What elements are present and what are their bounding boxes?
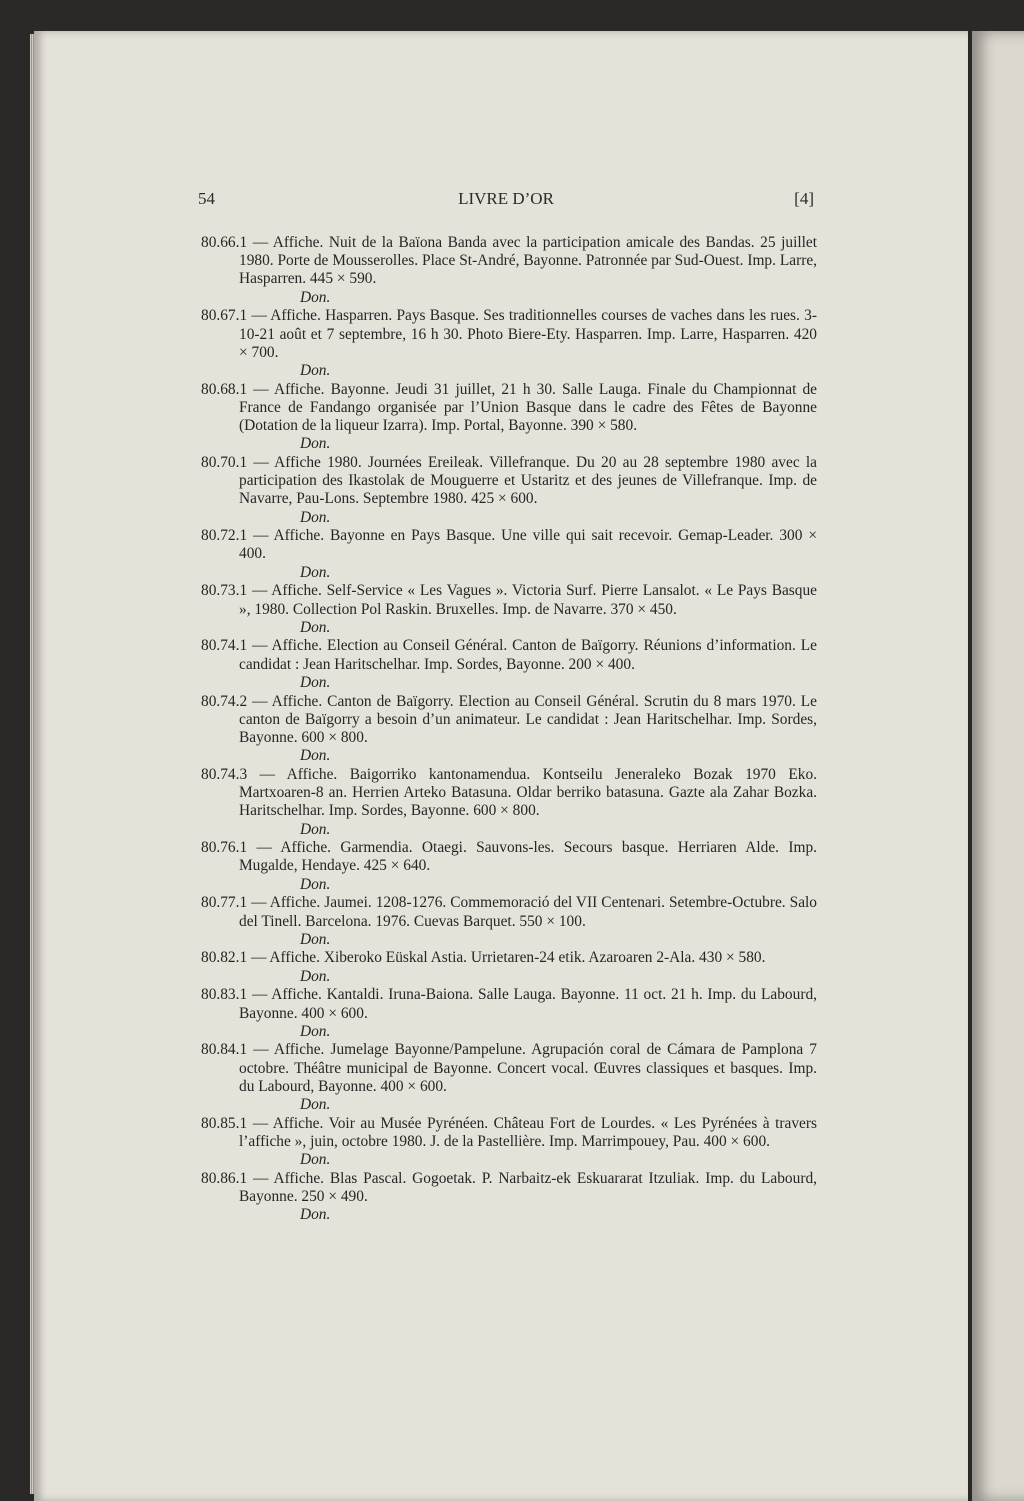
entry-provenance-note: Don. xyxy=(300,288,331,306)
entry-provenance-note: Don. xyxy=(300,967,331,985)
catalog-entry xyxy=(201,839,817,894)
entry-text: 80.66.1 — Affiche. Nuit de la Baïona Banda avec la participation amicale des Bandas. 25 juillet 1980. Porte de Mousserolles. Place St-André, Bayonne. Patronnée par Sud-Ouest. Imp. Larre, Hasparren. 445 × 590. xyxy=(201,234,817,288)
entry-provenance-note: Don. xyxy=(300,875,331,893)
entry-text: 80.76.1 — Affiche. Garmendia. Otaegi. Sauvons-les. Secours basque. Herriaren Alde. Imp. Mugalde, Hendaye. 425 × 640. xyxy=(201,839,817,875)
facing-page-edge xyxy=(972,31,1024,1501)
entry-text: 80.74.1 — Affiche. Election au Conseil Général. Canton de Baïgorry. Réunions d’information. Le candidat : Jean Haritschelhar. Imp. Sordes, Bayonne. 200 × 400. xyxy=(201,637,817,673)
catalog-entry xyxy=(201,894,817,949)
catalog-entry xyxy=(201,693,817,766)
entry-text: 80.85.1 — Affiche. Voir au Musée Pyrénéen. Château Fort de Lourdes. « Les Pyrénées à travers l’affiche », juin, octobre 1980. J. de la Pastellière. Imp. Marrimpouey, Pau. 400 × 600. xyxy=(201,1114,817,1150)
catalog-entry xyxy=(201,1115,817,1170)
entry-text: 80.84.1 — Affiche. Jumelage Bayonne/Pampelune. Agrupación coral de Cámara de Pamplona 7 octobre. Théâtre municipal de Bayonne. Concert vocal. Œuvres classiques et basques. Imp. du Labourd, Bayonne. 400 × 600. xyxy=(201,1041,817,1095)
catalog-entry xyxy=(201,1041,817,1114)
entry-text: 80.67.1 — Affiche. Hasparren. Pays Basque. Ses traditionnelles courses de vaches dans les rues. 3-10-21 août et 7 septembre, 16 h 30. Photo Biere-Ety. Hasparren. Imp. Larre, Hasparren. 420 × 700. xyxy=(201,307,817,361)
entry-provenance-note: Don. xyxy=(300,747,331,765)
section-number: [4] xyxy=(794,189,814,208)
catalog-entry xyxy=(201,307,817,380)
catalog-entries xyxy=(201,234,817,1225)
catalog-entry xyxy=(201,1170,817,1225)
entry-provenance-note: Don. xyxy=(300,508,331,526)
entry-provenance-note: Don. xyxy=(300,435,331,453)
entry-provenance-note: Don. xyxy=(300,1206,331,1224)
entry-text: 80.73.1 — Affiche. Self-Service « Les Vagues ». Victoria Surf. Pierre Lansalot. « Le Pays Basque », 1980. Collection Pol Raskin. Bruxelles. Imp. de Navarre. 370 × 450. xyxy=(201,582,817,618)
entry-provenance-note: Don. xyxy=(300,1096,331,1114)
running-header xyxy=(198,189,814,211)
entry-provenance-note: Don. xyxy=(300,618,331,636)
catalog-entry xyxy=(201,527,817,582)
entry-text: 80.82.1 — Affiche. Xiberoko Eüskal Astia. Urrietaren-24 etik. Azaroaren 2-Ala. 430 × 580. xyxy=(201,949,766,967)
entry-provenance-note: Don. xyxy=(300,820,331,838)
entry-text: 80.74.2 — Affiche. Canton de Baïgorry. Election au Conseil Général. Scrutin du 8 mars 1970. Le canton de Baïgorry a besoin d’un animateur. Le candidat : Jean Haritschelhar. Imp. Sordes, Bayonne. 600 × 800. xyxy=(201,692,817,746)
entry-provenance-note: Don. xyxy=(300,930,331,948)
entry-text: 80.70.1 — Affiche 1980. Journées Ereileak. Villefranque. Du 20 au 28 septembre 1980 avec la participation des Ikastolak de Mouguerre et Ustaritz et des jeunes de Villefranque. Imp. de Navarre, Pau-Lons. Septembre 1980. 425 × 600. xyxy=(201,453,817,508)
entry-text: 80.83.1 — Affiche. Kantaldi. Iruna-Baiona. Salle Lauga. Bayonne. 11 oct. 21 h. Imp. du Labourd, Bayonne. 400 × 600. xyxy=(201,986,817,1022)
catalog-entry xyxy=(201,454,817,527)
catalog-entry xyxy=(201,381,817,454)
catalog-entry xyxy=(201,234,817,307)
entry-provenance-note: Don. xyxy=(300,1022,331,1040)
entry-text: 80.68.1 — Affiche. Bayonne. Jeudi 31 juillet, 21 h 30. Salle Lauga. Finale du Championnat de France de Fandango organisée par l’Union Basque dans le cadre des Fêtes de Bayonne (Dotation de la liqueur Izarra). Imp. Portal, Bayonne. 390 × 580. xyxy=(201,380,817,435)
catalog-entry xyxy=(201,986,817,1041)
catalog-entry xyxy=(201,637,817,692)
entry-provenance-note: Don. xyxy=(300,673,331,691)
running-title: LIVRE D’OR xyxy=(458,189,554,208)
entry-text: 80.86.1 — Affiche. Blas Pascal. Gogoetak. P. Narbaitz-ek Eskuararat Itzuliak. Imp. du Labourd, Bayonne. 250 × 490. xyxy=(201,1169,817,1206)
entry-provenance-note: Don. xyxy=(300,361,331,379)
catalog-entry xyxy=(201,766,817,839)
entry-text: 80.74.3 — Affiche. Baigorriko kantonamendua. Kontseilu Jeneraleko Bozak 1970 Eko. Martxoaren-8 an. Herrien Arteko Batasuna. Oldar berriko batasuna. Gazte ala Zahar Bozka. Haritschelhar. Imp. Sordes, Bayonne. 600 × 800. xyxy=(201,765,817,820)
catalog-entry xyxy=(201,949,817,985)
page-number: 54 xyxy=(198,189,215,208)
entry-text: 80.72.1 — Affiche. Bayonne en Pays Basque. Une ville qui sait recevoir. Gemap-Leader. 300 × 400. xyxy=(201,527,817,563)
entry-provenance-note: Don. xyxy=(300,1151,331,1169)
entry-provenance-note: Don. xyxy=(300,563,331,581)
catalog-entry xyxy=(201,582,817,637)
entry-text: 80.77.1 — Affiche. Jaumei. 1208-1276. Commemoració del VII Centenari. Setembre-Octubre. Salo del Tinell. Barcelona. 1976. Cuevas Barquet. 550 × 100. xyxy=(201,894,817,930)
